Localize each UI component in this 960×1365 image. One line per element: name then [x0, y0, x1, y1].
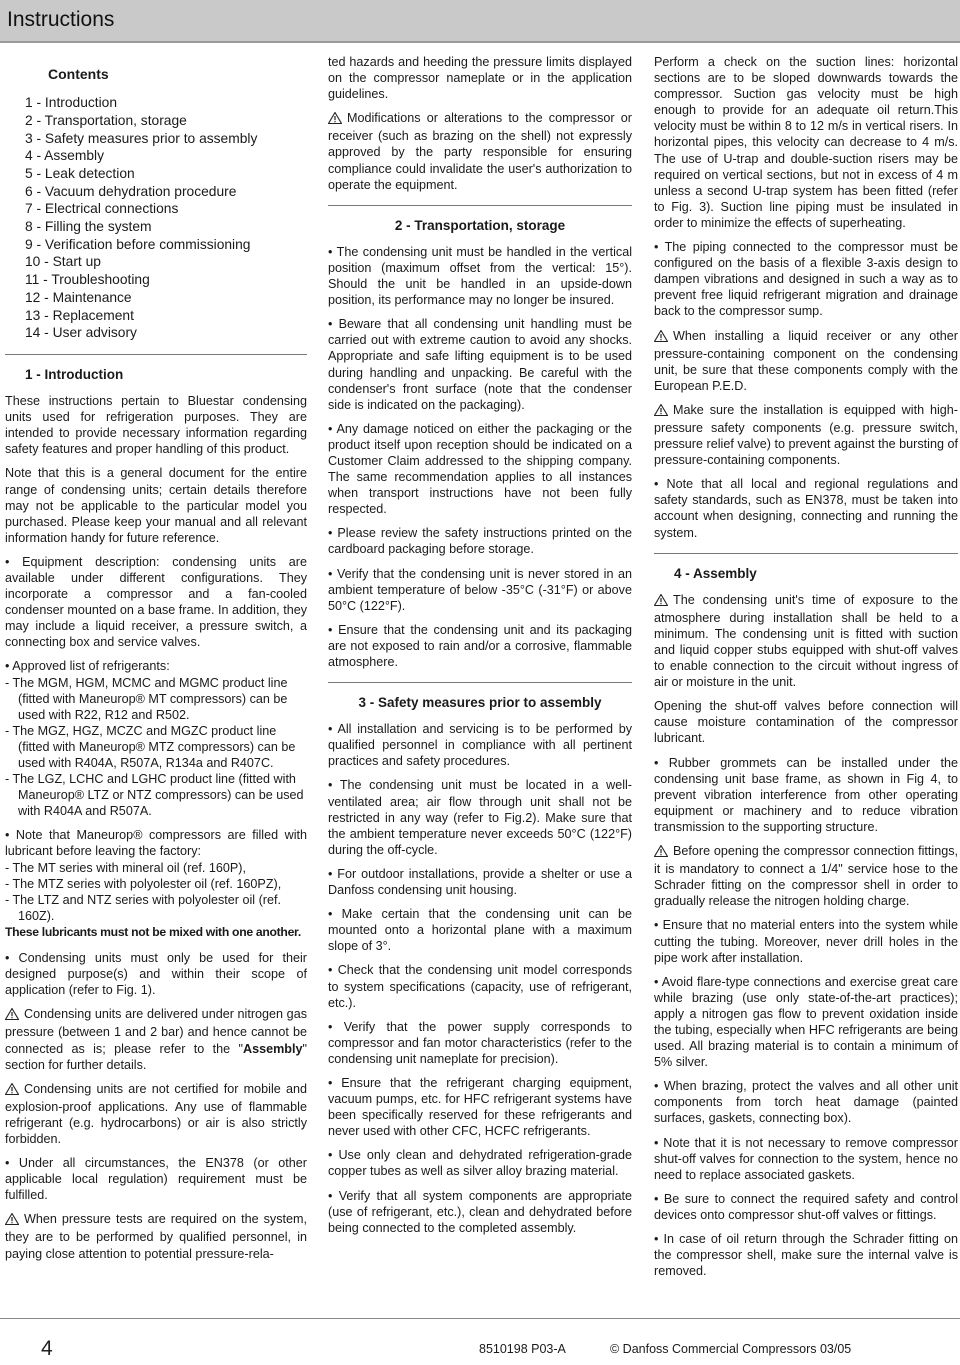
bullet-paragraph: • Verify that all system components are appropriate (use of refrigerant, etc.), clean and dehydrated before being connected to the completed assembly.	[328, 1188, 632, 1235]
warning-icon	[654, 845, 668, 861]
bullet-paragraph: • Avoid flare-type connections and exercise great care while brazing (use only state-of-the-art practices); apply a nitrogen gas flow to prevent oxidation inside the tubing, especially when HFC refrigerants are being used. All brazing material is to contain a minimum of 5% silver.	[654, 974, 958, 1070]
warning-text: Condensing units are not certified for mobile and explosion-proof applications. Any use of flammable refrigerant (e.g. hydrocarbons) or air is also strictly forbidden.	[5, 1081, 307, 1146]
bullet-paragraph: • Note that all local and regional regulations and safety standards, such as EN378, must be taken into account when designing, connecting and running the system.	[654, 477, 958, 540]
bullet-paragraph: • Verify that the condensing unit is never stored in an ambient temperature of below -35°C (-31°F) or above 50°C (122°F).	[328, 566, 632, 613]
warning-text: Modifications or alterations to the compressor or receiver (such as brazing on the shell) not expressly approved by the party responsible for ensuring compliance could invalidate the user's authorization to operate the equipment.	[328, 111, 632, 192]
warning-text: When pressure tests are required on the system, they are to be performed by qualified personnel, in paying close attention to potential pressure-rela-	[5, 1212, 307, 1261]
bullet-paragraph: • The condensing unit must be handled in the vertical position (maximum offset from the vertical: 15°). Should the unit be handled in an upside-down position, its performance may no longer be insured.	[328, 244, 632, 308]
warning-paragraph	[654, 843, 958, 909]
warning-icon	[5, 1213, 19, 1229]
bullet-paragraph: • Any damage noticed on either the packaging or the product itself upon reception should be indicated on a Customer Claim addressed to the shipping company. The same recommendation applies to all instances when transport instructions have not been fully respected.	[328, 421, 632, 517]
warning-paragraph	[5, 1081, 307, 1147]
warning-text: When installing a liquid receiver or any other pressure-containing component on the condensing unit, be sure that these components comply with the European P.E.D.	[654, 328, 958, 393]
copyright-notice: © Danfoss Commercial Compressors 03/05	[610, 1342, 852, 1356]
warning-icon	[654, 594, 668, 610]
bullet-paragraph: • Beware that all condensing unit handling must be carried out with extreme caution to avoid any shocks. Appropriate and safe lifting equipment is to be used during handling and unpacking. Be careful with the condenser's front surface (note that the condenser side is indicated on the packaging).	[328, 317, 632, 412]
warning-icon	[5, 1083, 19, 1099]
bullet-paragraph: • Equipment description: condensing units are available under different configurations. They incorporate a compressor and a fan-cooled condenser mounted on a base frame. In addition, they may include a liquid receiver, a pressure switch, a connecting box and service valves.	[5, 554, 307, 650]
bullet-paragraph: • Note that it is not necessary to remove compressor shut-off valves for connection to the system, hence no need to replace associated gaskets.	[654, 1135, 958, 1182]
warning-paragraph	[654, 592, 958, 691]
toc-item[interactable]: 4 - Assembly	[25, 148, 104, 164]
warning-paragraph	[328, 110, 632, 192]
toc-item[interactable]: 1 - Introduction	[25, 95, 118, 111]
bullet-paragraph: • Please review the safety instructions printed on the cardboard packaging before storage.	[328, 526, 632, 557]
toc-item[interactable]: 2 - Transportation, storage	[25, 112, 187, 128]
toc-item[interactable]: 14 - User advisory	[25, 325, 137, 341]
toc-item[interactable]: 3 - Safety measures prior to assembly	[25, 130, 258, 146]
warning-text: Before opening the compressor connection fittings, it is mandatory to connect a 1/4" service hose to the Schrader fitting on the compressor shell in order to gradually release the nitrogen holding charge.	[654, 844, 958, 909]
footer-divider	[0, 1318, 960, 1319]
bullet-paragraph: • When brazing, protect the valves and all other unit components from torch heat damage (painted surfaces, gaskets, connecting box).	[654, 1079, 958, 1126]
header-divider	[0, 41, 960, 43]
contents-title: Contents	[48, 66, 109, 82]
warning-icon	[654, 404, 668, 420]
warning-text: Condensing units are delivered under nitrogen gas pressure (between 1 and 2 bar) and hence cannot be connected as is; please refer to the "	[5, 1007, 307, 1056]
page-header	[0, 0, 960, 42]
bullet-paragraph: • Note that Maneurop® compressors are filled with lubricant before leaving the factory:	[5, 828, 307, 859]
column-1	[5, 54, 307, 1270]
bullet-paragraph: • Condensing units must only be used for their designed purpose(s) and within their scope of application (refer to Fig. 1).	[5, 951, 307, 998]
document-code: 8510198 P03-A	[479, 1342, 566, 1356]
toc-item[interactable]: 13 - Replacement	[25, 307, 134, 323]
column-2	[328, 54, 632, 1244]
toc-item[interactable]: 8 - Filling the system	[25, 219, 152, 235]
bullet-paragraph: • Under all circumstances, the EN378 (or other applicable local regulation) requirement must be fulfilled.	[5, 1156, 307, 1203]
paragraph: Perform a check on the suction lines: horizontal sections are to be sloped downwards towards the compressor. Suction gas velocity must be high enough to provide for an adequate oil return.This velocity must be within 8 to 12 m/s in vertical risers. In horizontal pipes, this velocity can decrease to 4 m/s. The use of U-trap and double-suction risers may be required on vertical sections, but not in excess of 4 m unless a second U-trap system has been fitted (refer to Fig. 3). Suction line piping must be insulated in order to minimize the effects of superheating.	[654, 55, 958, 230]
section-heading-introduction: 1 - Introduction	[5, 354, 307, 383]
paragraph: Opening the shut-off valves before connection will cause moisture contamination of the compressor lubricant.	[654, 699, 958, 746]
bullet-paragraph: • Ensure that the refrigerant charging equipment, vacuum pumps, etc. for HFC refrigerant systems have been specifically reserved for these refrigerants and never used with other CFC, HCFC refrigerants.	[328, 1075, 632, 1139]
warning-paragraph	[5, 1006, 307, 1072]
table-of-contents	[5, 94, 307, 342]
dash-item: - The MTZ series with polyolester oil (ref. 160PZ),	[5, 876, 282, 891]
section-heading-safety: 3 - Safety measures prior to assembly	[328, 682, 632, 711]
warning-text: The condensing unit's time of exposure to the atmosphere during installation shall be held to a minimum. The condensing unit is fitted with suction and liquid copper stubs equipped with shut-off valves to enable connection to the circuit without ingress of air or moisture in the unit.	[654, 592, 958, 690]
column-3	[654, 54, 958, 1287]
dash-item: - The MT series with mineral oil (ref. 160P),	[5, 860, 246, 875]
dash-item: - The MGM, HGM, MCMC and MGMC product line (fitted with Maneurop® MT compressors) can be used with R22, R12 and R502.	[5, 675, 288, 722]
section-heading-transportation: 2 - Transportation, storage	[328, 205, 632, 234]
bullet-paragraph: • Approved list of refrigerants:	[5, 659, 170, 674]
dash-item: - The LTZ and NTZ series with polyolester oil (ref. 160Z).	[5, 892, 281, 923]
bullet-paragraph: • Verify that the power supply corresponds to compressor and fan motor characteristics (refer to the condensing unit nameplate for precision).	[328, 1019, 632, 1066]
toc-item[interactable]: 5 - Leak detection	[25, 165, 135, 181]
bullet-paragraph: • In case of oil return through the Schrader fitting on the compressor shell, make sure the internal valve is removed.	[654, 1232, 958, 1279]
paragraph: ted hazards and heeding the pressure limits displayed on the compressor nameplate or in the application guidelines.	[328, 55, 632, 102]
warning-paragraph	[654, 328, 958, 394]
bullet-paragraph: • Ensure that no material enters into the system while cutting the tubing. Moreover, never drill holes in the pipe work after installation.	[654, 918, 958, 965]
warning-icon	[5, 1008, 19, 1024]
toc-item[interactable]: 11 - Troubleshooting	[25, 272, 150, 288]
bullet-paragraph: • For outdoor installations, provide a shelter or use a Danfoss condensing unit housing.	[328, 866, 632, 898]
section-heading-assembly: 4 - Assembly	[654, 553, 958, 582]
toc-item[interactable]: 9 - Verification before commissioning	[25, 236, 251, 252]
emphasis-note: These lubricants must not be mixed with one another.	[5, 924, 301, 939]
page-title: Instructions	[7, 8, 115, 31]
toc-item[interactable]: 6 - Vacuum dehydration procedure	[25, 183, 237, 199]
paragraph: These instructions pertain to Bluestar condensing units used for refrigeration purposes. They are intended to provide necessary information regarding safety features and proper handling of this product.	[5, 394, 307, 457]
paragraph: Note that this is a general document for the entire range of condensing units; certain details therefore may not be applicable to the particular model you purchased. Please keep your manual and all relevant information handy for future reference.	[5, 466, 307, 545]
warning-icon	[328, 112, 342, 128]
warning-paragraph	[5, 1211, 307, 1261]
warning-icon	[654, 330, 668, 346]
bullet-paragraph: • Check that the condensing unit model corresponds to system specifications (capacity, use of refrigerant, etc.).	[328, 963, 632, 1010]
warning-paragraph	[654, 402, 958, 468]
bullet-paragraph: • The condensing unit must be located in a well-ventilated area; air flow through unit shall not be restricted in any way (refer to Fig.2). Make sure that the ambient temperature never exceeds 50°C (122°F) during the off-cycle.	[328, 778, 632, 857]
bullet-paragraph: • Use only clean and dehydrated refrigeration-grade copper tubes as well as silver alloy brazing material.	[328, 1148, 632, 1179]
bullet-paragraph: • Rubber grommets can be installed under the condensing unit base frame, as shown in Fig 4, to prevent vibration interference from other operating equipment or machinery and to reduce vibration transmission to the supporting structure.	[654, 755, 958, 834]
toc-item[interactable]: 12 - Maintenance	[25, 289, 132, 305]
bullet-paragraph: • Make certain that the condensing unit can be mounted onto a horizontal plane with a maximum slope of 3°.	[328, 907, 632, 954]
bullet-paragraph: • Ensure that the condensing unit and its packaging are not exposed to rain and/or a corrosive, flammable atmosphere.	[328, 622, 632, 669]
dash-item: - The MGZ, HGZ, MCZC and MGZC product line (fitted with Maneurop® MTZ compressors) can be used with R404A, R507A, R134a and R407C.	[5, 723, 296, 770]
bullet-paragraph: • All installation and servicing is to be performed by qualified personnel in compliance with all pertinent practices and safety procedures.	[328, 722, 632, 769]
toc-item[interactable]: 7 - Electrical connections	[25, 201, 179, 217]
bullet-paragraph: • The piping connected to the compressor must be configured on the basis of a flexible 3-axis design to dampen vibrations and designed in such a way as to prevent free liquid refrigerant migration and drainage back to the compressor sump.	[654, 240, 958, 319]
page-number: 4	[41, 1337, 53, 1360]
warning-text: Make sure the installation is equipped with high-pressure safety components (e.g. pressure switch, pressure relief valve) to prevent against the bursting of pressure-containing components.	[654, 402, 958, 468]
bullet-paragraph: • Be sure to connect the required safety and control devices onto compressor shut-off valves or fittings.	[654, 1191, 958, 1222]
assembly-reference: Assembly	[243, 1041, 303, 1056]
dash-item: - The LGZ, LCHC and LGHC product line (fitted with Maneurop® LTZ or NTZ compressors) can be used with R404A and R507A.	[5, 772, 304, 819]
toc-item[interactable]: 10 - Start up	[25, 254, 101, 270]
warning-text: " section for further details.	[5, 1041, 307, 1072]
